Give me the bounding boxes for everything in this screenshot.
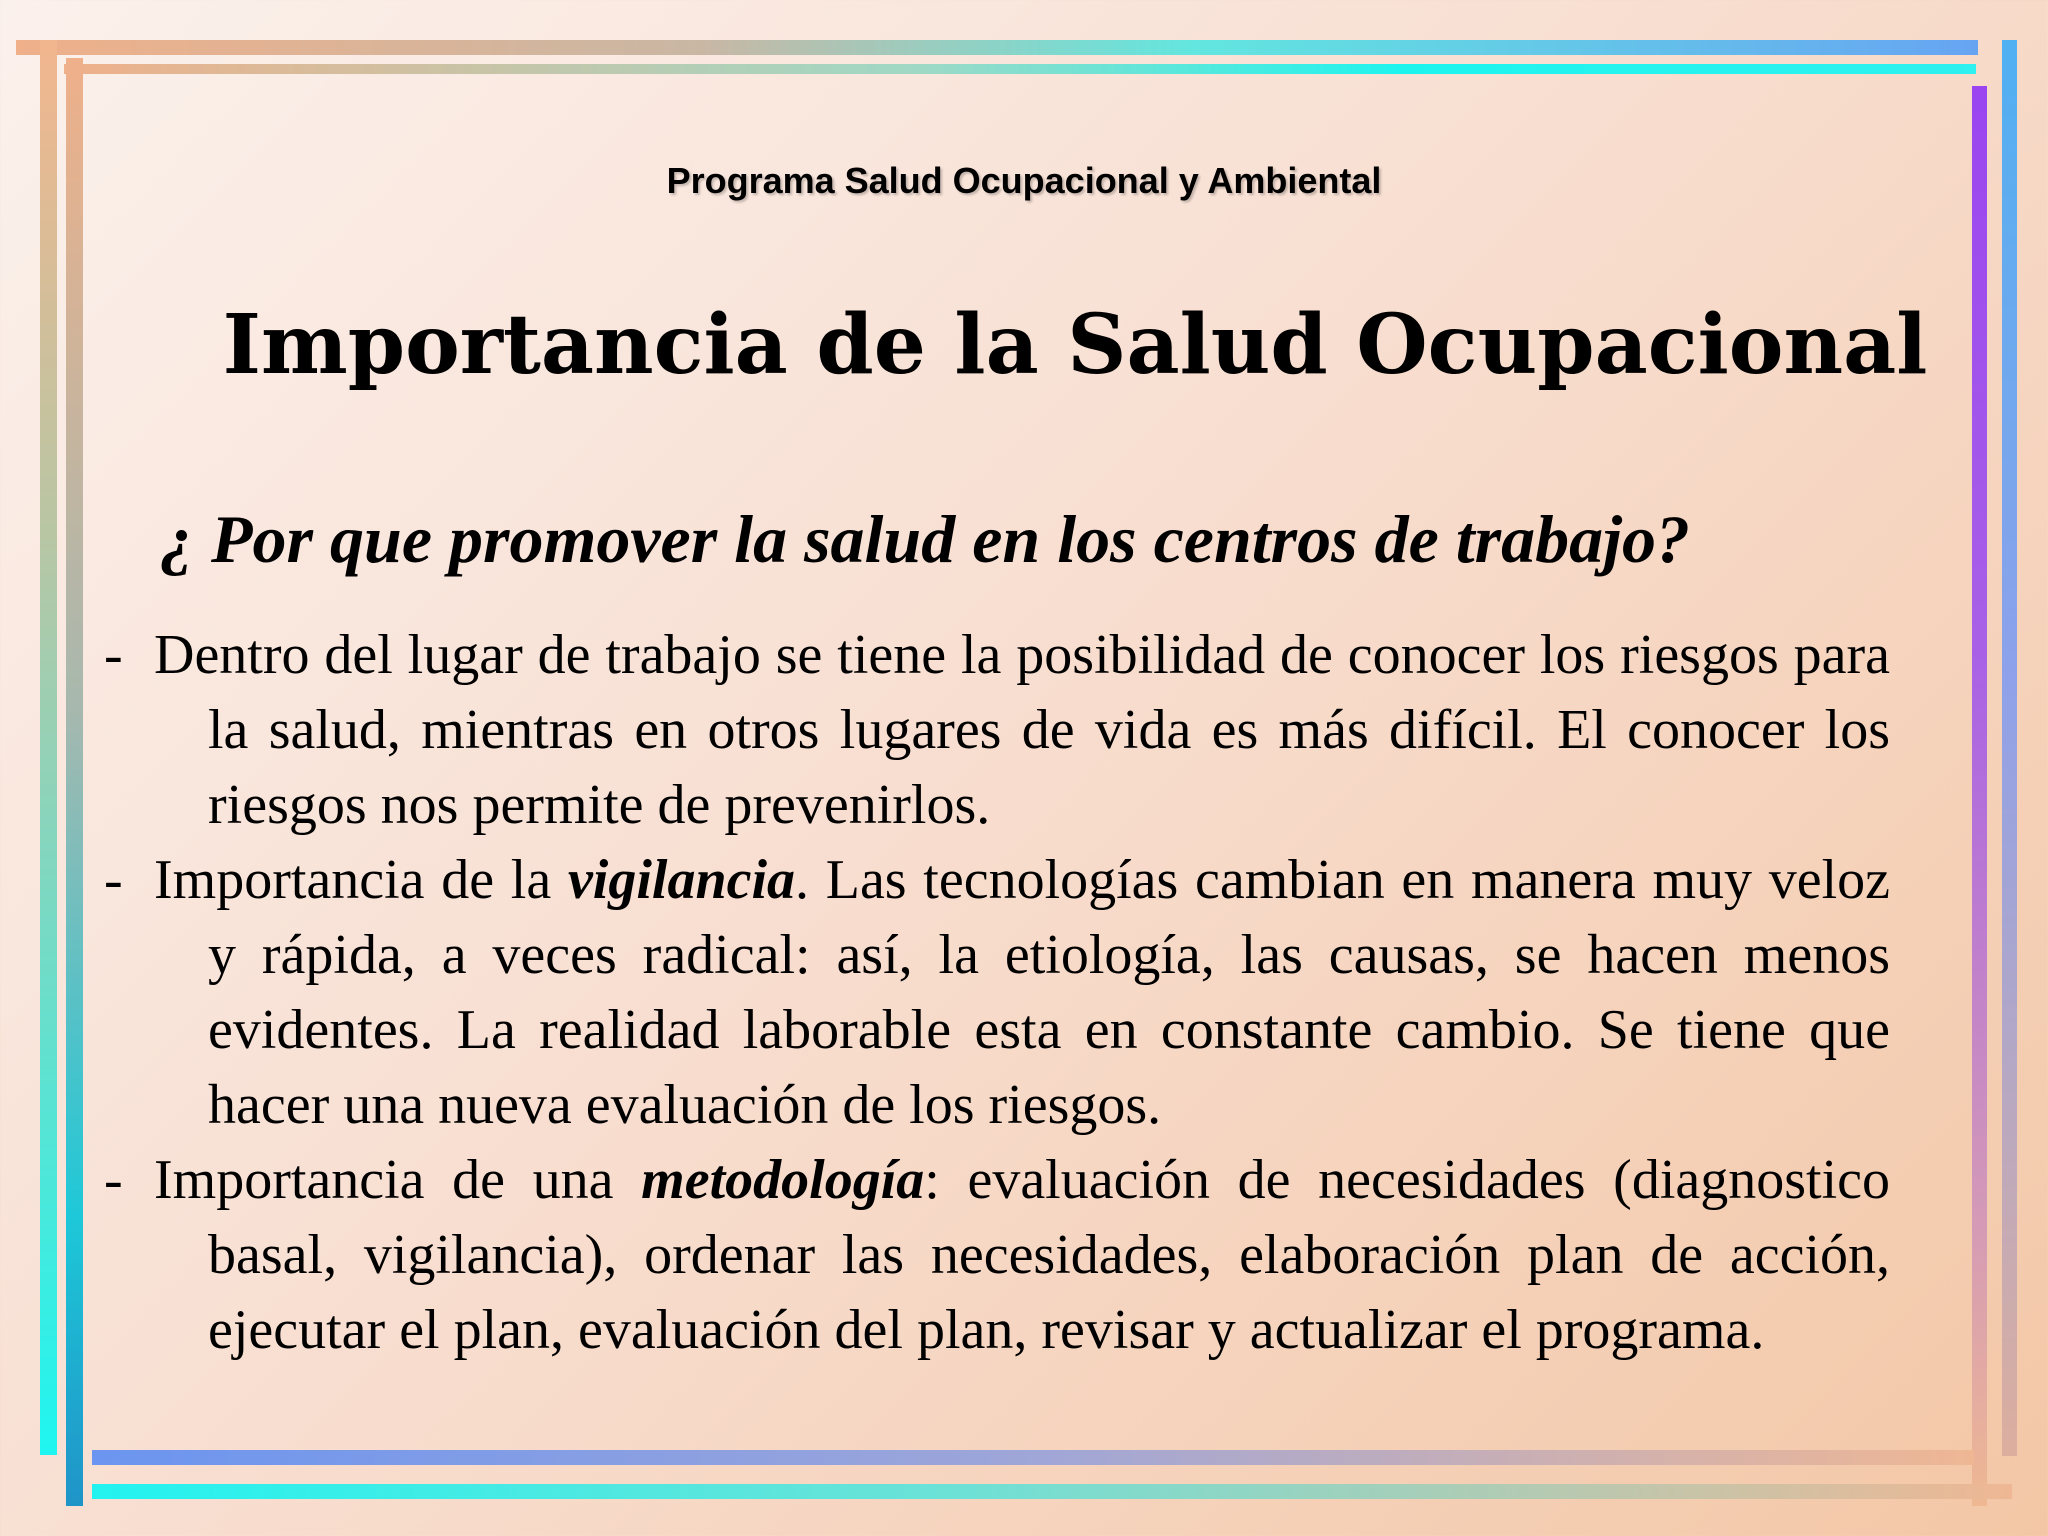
program-header: Programa Salud Ocupacional y Ambiental	[666, 160, 1382, 201]
frame-top-outer-bar	[16, 40, 1978, 55]
bullet-text-after: . Las tecnologías cambian en manera muy veloz y rápida, a veces radical: así, la etiología, las causas, se hacen menos evidentes. La realidad laborable esta en constante cambio. Se tiene que hacer una nueva evaluación de los riesgos.	[208, 849, 1891, 1136]
bullet-text: Importancia de una	[154, 1149, 642, 1211]
bullet-dash: -	[104, 849, 123, 911]
bullet-keyword: metodología	[641, 1149, 925, 1211]
slide-title: Importancia de la Salud Ocupacional	[222, 297, 1928, 393]
bullet-item	[104, 1143, 1890, 1368]
bullet-text: Importancia de la	[154, 849, 568, 911]
frame-right-inner-bar	[1972, 86, 1987, 1506]
bullet-item	[104, 843, 1890, 1143]
frame-left-inner-bar	[66, 58, 83, 1506]
frame-left-outer-bar	[40, 40, 57, 1455]
bullet-item	[104, 618, 1890, 843]
frame-top-inner-bar	[64, 64, 1976, 74]
bullet-list	[104, 618, 1890, 1368]
bullet-keyword: vigilancia	[567, 849, 796, 911]
bullet-dash: -	[104, 624, 123, 686]
frame-bottom-outer-bar	[92, 1484, 2012, 1499]
frame-right-outer-bar	[2002, 40, 2017, 1456]
bullet-text: Dentro del lugar de trabajo se tiene la posibilidad de conocer los riesgos para la salud, mientras en otros lugares de vida es más difícil. El conocer los riesgos nos permite de prevenirlos.	[154, 624, 1890, 836]
slide-question: ¿ Por que promover la salud en los centros de trabajo?	[160, 501, 1691, 577]
bullet-text-after: : evaluación de necesidades (diagnostico basal, vigilancia), ordenar las necesidades, elaboración plan de acción, ejecutar el plan, evaluación del plan, revisar y actualizar el programa.	[208, 1149, 1891, 1361]
bullet-dash: -	[104, 1149, 123, 1211]
frame-bottom-inner-bar	[92, 1450, 1974, 1465]
